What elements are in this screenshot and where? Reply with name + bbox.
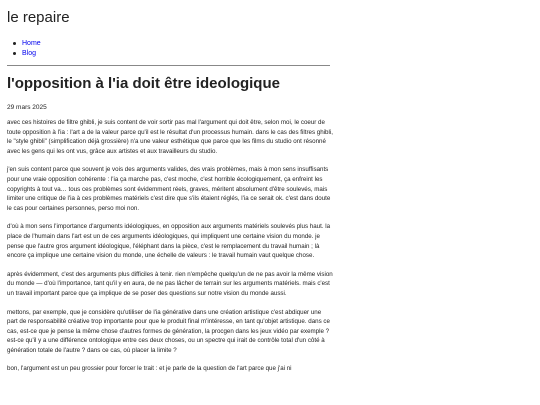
header-divider bbox=[7, 65, 330, 66]
post-paragraph: j'en suis content parce que souvent je vois des arguments valides, des vrais problèmes, mais à mon sens insuffisants pour une vraie opposition cohérente : l'ia ça marche pas, c'est moche, c'est horrible écologiquement, ça enfreint les copyrights à tout va… tous ces problèmes sont évidemment réels, graves, méritent absolument d'être soulevés, mais limiter une critique de l'ia à ces problèmes matériels c'est dire que s'ils étaient réglés, l'ia ce serait ok. c'est dans doute le cas pour certaines personnes, perso moi non. bbox=[7, 166, 331, 212]
site-title[interactable]: le repaire bbox=[7, 9, 70, 26]
nav-link-home[interactable]: Home bbox=[22, 40, 41, 47]
post-paragraph: bon, l'argument est un peu grossier pour forcer le trait : et je parle de la question de l'art parce que j'ai ni bbox=[7, 365, 292, 373]
nav-link-blog[interactable]: Blog bbox=[22, 50, 37, 57]
nav-item-blog bbox=[12, 49, 41, 59]
post-paragraph: avec ces histoires de filtre ghibli, je suis content de voir sortir pas mal l'argument qui doit être, selon moi, le coeur de toute opposition à l'ia : l'art a de la valeur parce qu'il est le résultat d'un processus humain. dans le cas des filtres ghibli, le "style ghibli" (simplification déjà grossière) n'a une valeur esthétique que parce que les films du studio ont résonné avec les gens qui les ont vus, grâce aux artistes et aux travailleurs du studio. bbox=[7, 119, 333, 155]
post-title: l'opposition à l'ia doit être ideologique bbox=[7, 75, 280, 92]
post-paragraph: mettons, par exemple, que je considère qu'utiliser de l'ia générative dans une création artistique c'est abdiquer une part de responsabilité créative trop importante pour que le produit final m'intéresse, en tant qu'objet artistique. dans ce cas, est-ce que je pense la même chose d'autres formes de génération, la procgen dans les jeux vidéo par exemple ? est-ce qu'il y a une différence ontologique entre ces deux choses, ou un spectre qui irait de contrôle total d'un côté à génération totale de l'autre ? dans ce cas, où placer la limite ? bbox=[7, 308, 330, 354]
nav-item-home bbox=[12, 39, 41, 49]
post-date: 29 mars 2025 bbox=[7, 104, 47, 111]
post-paragraph: d'où à mon sens l'importance d'arguments idéologiques, en opposition aux arguments matériels soulevés plus haut. la place de l'humain dans l'art est un de ces arguments idéologiques, qui impliquent une certaine vision du monde. je pense que l'autre gros argument idéologique, l'éléphant dans la pièce, c'est le remplacement du travail humain ; là encore ça implique une certaine vision du monde, une échelle de valeurs : le travail humain vaut quelque chose. bbox=[7, 223, 331, 260]
site-nav bbox=[12, 39, 41, 59]
post-paragraph: après évidemment, c'est des arguments plus difficiles à tenir. rien n'empêche quelqu'un de ne pas avoir la même vision du monde — d'où l'importance, tant qu'il y en aura, de ne pas lâcher de terrain sur les arguments matériels. mais c'est un travail important parce que ça implique de se poser des questions sur notre vision du monde aussi. bbox=[7, 270, 333, 297]
post-body bbox=[7, 118, 333, 383]
